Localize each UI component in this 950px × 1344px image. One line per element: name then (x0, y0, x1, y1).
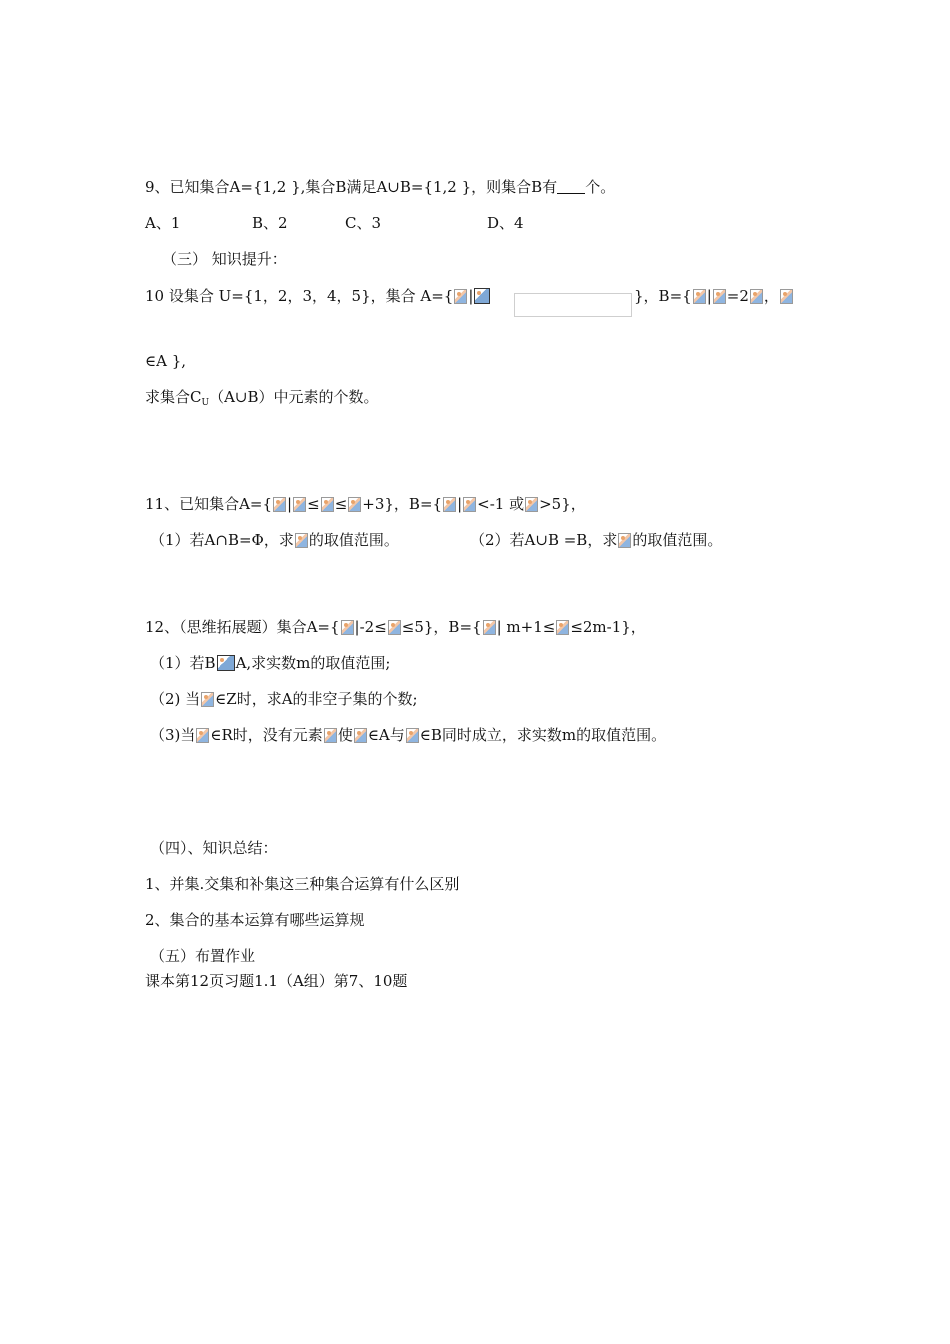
q10-line3-b: （A∪B）中元素的个数。 (209, 388, 379, 406)
formula-image-icon (750, 289, 763, 304)
homework-text: 课本第12页习题1.1（A组）第7、10题 (145, 972, 408, 990)
q12-s3c: 使 (337, 726, 353, 744)
q12-a5: ≤2m-1}， (570, 618, 646, 636)
q12-s3e: ∈B同时成立，求实数m的取值范围。 (419, 726, 667, 744)
q11-s2a: （2）若A∪B =B，求 (470, 531, 618, 549)
question-10-line-1 (145, 286, 491, 306)
q11-a2: | (287, 495, 293, 513)
option-d: D、4 (487, 214, 524, 232)
q9-stem: 9、已知集合A={1,2 },集合B满足A∪B={1,2 }，则集合B有 (145, 178, 558, 196)
question-12-part-3 (150, 725, 666, 745)
question-12 (145, 617, 646, 637)
q11-a5: +3}，B={ (362, 495, 443, 513)
formula-image-icon (618, 533, 631, 548)
q9-stem-end: 个。 (585, 178, 616, 196)
q12-s1a: （1）若B (150, 654, 216, 672)
section-3-heading: （三） 知识提升： (162, 250, 287, 268)
question-11 (145, 494, 586, 514)
formula-image-icon (713, 289, 726, 304)
formula-image-icon (348, 497, 361, 512)
formula-image-icon (483, 620, 496, 635)
formula-image-icon (354, 728, 367, 743)
question-10-line-1b (634, 286, 794, 306)
section-5-heading: （五）布置作业 (150, 947, 256, 965)
q11-a1: 11、已知集合A={ (145, 495, 273, 513)
q12-s3a: （3)当 (150, 726, 196, 744)
question-9 (145, 177, 615, 197)
question-12-part-2 (150, 689, 418, 709)
q11-a8: >5}， (539, 495, 586, 513)
q10-bar2: | (706, 287, 712, 305)
formula-frame (514, 293, 632, 317)
q11-s2b: 的取值范围。 (632, 531, 723, 549)
q11-a3: ≤ (307, 495, 320, 513)
q11-a7: <-1 或 (477, 495, 525, 513)
formula-image-icon (406, 728, 419, 743)
formula-image-icon (525, 497, 538, 512)
formula-image-icon (321, 497, 334, 512)
formula-image-icon (463, 497, 476, 512)
q12-a2: |-2≤ (354, 618, 387, 636)
question-12-part-1 (150, 653, 390, 673)
q12-a3: ≤5}，B={ (401, 618, 482, 636)
formula-image-icon (324, 728, 337, 743)
section-4-heading: （四）、知识总结： (150, 839, 278, 857)
option-a: A、1 (145, 214, 181, 232)
formula-image-icon (196, 728, 209, 743)
q11-a4: ≤ (334, 495, 348, 513)
formula-image-icon (341, 620, 354, 635)
formula-image-icon (780, 289, 793, 304)
q11-s1b: 的取值范围。 (308, 531, 399, 549)
question-11-part-1 (150, 530, 399, 550)
formula-image-icon (295, 533, 308, 548)
formula-image-icon (454, 289, 467, 304)
formula-image-icon (293, 497, 306, 512)
formula-image-icon (443, 497, 456, 512)
q11-s1a: （1）若A∩B=Φ，求 (150, 531, 294, 549)
formula-image-icon (474, 288, 490, 304)
q10-part1: 10 设集合 U={1，2，3，4，5}，集合 A={ (145, 287, 454, 305)
q11-a6: | (457, 495, 463, 513)
formula-image-icon (693, 289, 706, 304)
q12-s2b: ∈Z时，求A的非空子集的个数; (215, 690, 418, 708)
answer-blank (557, 179, 585, 194)
q12-s3d: ∈A与 (367, 726, 405, 744)
q10-comma: ， (763, 287, 779, 305)
question-10-line-2: ∈A }, (145, 352, 187, 370)
summary-item-1: 1、并集.交集和补集这三种集合运算有什么区别 (145, 875, 460, 893)
formula-image-icon (273, 497, 286, 512)
question-10-line-3 (145, 387, 379, 413)
q10-line3-a: 求集合C (145, 388, 202, 406)
q10-part2: }，B={ (634, 287, 692, 305)
q12-a1: 12、（思维拓展题）集合A={ (145, 618, 340, 636)
q10-line3-sub: U (201, 398, 210, 408)
q12-a4: | m+1≤ (496, 618, 556, 636)
q10-eq2: =2 (726, 287, 749, 305)
q12-s3b: ∈R时，没有元素 (210, 726, 323, 744)
option-c: C、3 (345, 214, 382, 232)
formula-image-icon (556, 620, 569, 635)
question-11-part-2 (470, 530, 722, 550)
formula-image-icon (388, 620, 401, 635)
subset-symbol-image-icon (217, 655, 235, 671)
q12-s1b: A,求实数m的取值范围; (235, 654, 391, 672)
option-b: B、2 (252, 214, 288, 232)
summary-item-2: 2、集合的基本运算有哪些运算规 (145, 911, 365, 929)
formula-image-icon (201, 692, 214, 707)
q10-bar: | (468, 287, 474, 305)
q12-s2a: （2) 当 (150, 690, 201, 708)
